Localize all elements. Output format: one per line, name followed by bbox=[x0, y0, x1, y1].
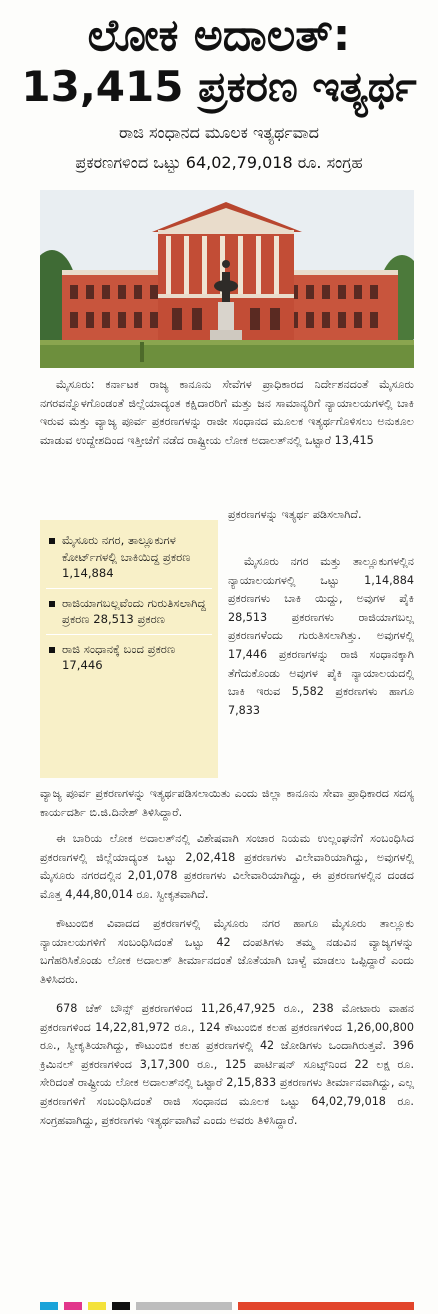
bullet-icon bbox=[49, 647, 55, 653]
article-paragraph-3: ಈ ಬಾರಿಯ ಲೋಕ ಅದಾಲತ್‌ನಲ್ಲಿ ವಿಶೇಷವಾಗಿ ಸಂಚಾರ ನಿಯಮ ಉಲ್ಲಂಘನೆಗೆ ಸಂಬಂಧಿಸಿದ ಪ್ರಕರಣಗಳಲ್ಲಿ ಜಿಲ್ಲೆಯಾದ್ಯಂತ ಒಟ್ಟು 2,02,418 ಪ್ರಕರಣಗಳು ವಿಲೇವಾರಿಯಾಗಿದ್ದು, ಅವುಗಳಲ್ಲಿ ಮೈಸೂರು ನಗರದಲ್ಲಿನ 2,01,078 ಪ್ರಕರಣಗಳು ವಿಲೇವಾರಿಯಾಗಿದ್ದು, ಈ ಪ್ರಕರಣಗಳಲ್ಲಿನ ದಂಡದ ಮೊತ್ತ 4,44,80,014 ರೂ. ಸ್ವೀಕೃತವಾಗಿದೆ. bbox=[40, 832, 414, 901]
headline-line-2: 13,415 ಪ್ರಕರಣ ಇತ್ಯರ್ಥ bbox=[21, 62, 417, 111]
article-paragraph-2-column: ಮೈಸೂರು ನಗರ ಮತ್ತು ತಾಲ್ಲೂಕುಗಳಲ್ಲಿನ ನ್ಯಾಯಾಲಯಗಳಲ್ಲಿ ಒಟ್ಟು 1,14,884 ಪ್ರಕರಣಗಳು ಬಾಕಿ ಯಿದ್ದು, ಅವುಗಳ ಪೈಕಿ 28,513 ಪ್ರಕರಣಗಳು ರಾಜಿಯಾಗಬಲ್ಲ ಪ್ರಕರಣಗಳೆಂದು ಗುರುತಿಸಲಾಗಿತ್ತು. ಅವುಗಳಲ್ಲಿ 17,446 ಪ್ರಕರಣಗಳನ್ನು ರಾಜಿ ಸಂಧಾನಕ್ಕಾಗಿ ತೆಗೆದುಕೊಂಡು ಅವುಗಳ ಪೈಕಿ ನ್ಯಾಯಾಲಯದಲ್ಲಿ ಬಾಕಿ ಇರುವ 5,582 ಪ್ರಕರಣಗಳು ಹಾಗೂ 7,833 bbox=[228, 555, 414, 717]
subheadline-line-2: ಪ್ರಕರಣಗಳಿಂದ ಒಟ್ಟು 64,02,79,018 ರೂ. ಸಂಗ್ರಹ bbox=[75, 153, 363, 172]
color-bar-gray bbox=[136, 1302, 232, 1310]
key-figure-item bbox=[40, 635, 218, 680]
article-paragraph-1-tail: ಪ್ರಕರಣಗಳನ್ನು ಇತ್ಯರ್ಥ ಪಡಿಸಲಾಗಿದೆ. bbox=[228, 508, 362, 521]
headline-line-1: ಲೋಕ ಅದಾಲತ್: bbox=[87, 10, 351, 61]
subheadline-line-1: ರಾಜಿ ಸಂಧಾನದ ಮೂಲಕ ಇತ್ಯರ್ಥವಾದ bbox=[119, 123, 319, 142]
color-bar-red bbox=[238, 1302, 414, 1310]
key-figure-item bbox=[40, 589, 218, 634]
color-bar-yellow bbox=[88, 1302, 106, 1310]
article-paragraph-2-end: ವ್ಯಾಜ್ಯ ಪೂರ್ವ ಪ್ರಕರಣಗಳನ್ನು ಇತ್ಯರ್ಥಪಡಿಸಲಾಯಿತು ಎಂದು ಜಿಲ್ಲಾ ಕಾನೂನು ಸೇವಾ ಪ್ರಾಧಿಕಾರದ ಸದಸ್ಯ ಕಾರ್ಯದರ್ಶಿ ಬಿ.ಜಿ.ದಿನೇಶ್ ತಿಳಿಸಿದ್ದಾರೆ. bbox=[40, 787, 414, 819]
key-figures-box bbox=[40, 520, 218, 778]
high-court-photo bbox=[40, 190, 414, 368]
key-figure-text: ಮೈಸೂರು ನಗರ, ತಾಲ್ಲೂಕುಗಳ ಕೋರ್ಟ್‌ಗಳಲ್ಲಿ ಬಾಕಿಯಿದ್ದ ಪ್ರಕರಣ 1,14,884 bbox=[62, 533, 191, 580]
color-bar-black bbox=[112, 1302, 130, 1310]
color-bar-magenta bbox=[64, 1302, 82, 1310]
key-figure-text: ರಾಜಿ ಸಂಧಾನಕ್ಕೆ ಬಂದ ಪ್ರಕರಣ 17,446 bbox=[62, 641, 176, 672]
article-paragraph-1: ಮೈಸೂರು: ಕರ್ನಾಟಕ ರಾಜ್ಯ ಕಾನೂನು ಸೇವೆಗಳ ಪ್ರಾಧಿಕಾರದ ನಿರ್ದೇಶನದಂತೆ ಮೈಸೂರು ನಗರವನ್ನೊಳಗೊಂಡಂತೆ ಜಿಲ್ಲೆಯಾದ್ಯಂತ ಕಕ್ಷಿದಾರರಿಗೆ ಮತ್ತು ಜನ ಸಾಮಾನ್ಯರಿಗೆ ನ್ಯಾಯಾಲಯಗಳಲ್ಲಿ ಬಾಕಿ ಇರುವ ಮತ್ತು ವ್ಯಾಜ್ಯ ಪೂರ್ವ ಪ್ರಕರಣಗಳನ್ನು ರಾಜೀ ಸಂಧಾನದ ಮೂಲಕ ಇತ್ಯರ್ಥಗೊಳಿಸಲು ಅನುಕೂಲ ಮಾಡುವ ಉದ್ದೇಶದಿಂದ ಇತ್ತೀಚೆಗೆ ನಡೆದ ರಾಷ್ಟ್ರೀಯ ಲೋಕ ಅದಾಲತ್‌ನಲ್ಲಿ ಒಟ್ಟಾರೆ 13,415 bbox=[40, 378, 414, 447]
article-paragraph-4: ಕೌಟುಂಬಿಕ ವಿವಾದದ ಪ್ರಕರಣಗಳಲ್ಲಿ ಮೈಸೂರು ನಗರ ಹಾಗೂ ಮೈಸೂರು ತಾಲ್ಲೂಕು ನ್ಯಾಯಾಲಯಗಳಿಗೆ ಸಂಬಂಧಿಸಿದಂತೆ ಒಟ್ಟು 42 ದಂಪತಿಗಳು ತಮ್ಮ ನಡುವಿನ ವ್ಯಾಜ್ಯಗಳನ್ನು ಬಗೆಹರಿಸಿಕೊಂಡು ಲೋಕ ಅದಾಲತ್ ತೀರ್ಮಾನದಂತೆ ಜೊತೆಯಾಗಿ ಬಾಳ್ವೆ ಮಾಡಲು ಒಪ್ಪಿದ್ದಾರೆ ಎಂದು ತಿಳಿಸಿದರು. bbox=[40, 917, 414, 986]
bullet-icon bbox=[49, 538, 55, 544]
color-bar-cyan bbox=[40, 1302, 58, 1310]
bullet-icon bbox=[49, 601, 55, 607]
article-paragraph-5: 678 ಚೆಕ್ ಬೌನ್ಸ್ ಪ್ರಕರಣಗಳಿಂದ 11,26,47,925 ರೂ., 238 ಮೋಟಾರು ವಾಹನ ಪ್ರಕರಣಗಳಿಂದ 14,22,81,972 ರೂ., 124 ಕೌಟುಂಬಿಕ ಕಲಹ ಪ್ರಕರಣಗಳಿಂದ 1,26,00,800 ರೂ., ಸ್ವೀಕೃತಿಯಾಗಿದ್ದು, ಕೌಟುಂಬಿಕ ಕಲಹ ಪ್ರಕರಣಗಳಲ್ಲಿ 42 ಜೋಡಿಗಳು ಒಂದಾಗಿರುತ್ತವೆ. 396 ಕ್ರಿಮಿನಲ್ ಪ್ರಕರಣಗಳಿಂದ 3,17,300 ರೂ., 125 ಪಾರ್ಟಿಷನ್ ಸೂಟ್ಸ್‌ನಿಂದ 22 ಲಕ್ಷ ರೂ. ಸೇರಿದಂತೆ ರಾಷ್ಟ್ರೀಯ ಲೋಕ ಅದಾಲತ್‌ನಲ್ಲಿ ಒಟ್ಟಾರೆ 2,15,833 ಪ್ರಕರಣಗಳು ತೀರ್ಮಾನವಾಗಿದ್ದು, ಎಲ್ಲ ಪ್ರಕರಣಗಳಿಗೆ ಸಂಬಂಧಿಸಿದಂತೆ ರಾಜಿ ಸಂಧಾನದ ಮೂಲಕ ಒಟ್ಟು 64,02,79,018 ರೂ. ಸಂಗ್ರಹವಾಗಿದ್ದು, ಪ್ರಕರಣಗಳು ಇತ್ಯರ್ಥವಾಗಿವೆ ಎಂದು ಅವರು ತಿಳಿಸಿದ್ದಾರೆ. bbox=[40, 1002, 414, 1127]
key-figure-item bbox=[40, 520, 218, 588]
headline bbox=[0, 10, 438, 112]
key-figure-text: ರಾಜಿಯಾಗಬಲ್ಲವೆಂದು ಗುರುತಿಸಲಾಗಿದ್ದ ಪ್ರಕರಣ 28,513 ಪ್ರಕರಣ bbox=[62, 595, 207, 626]
